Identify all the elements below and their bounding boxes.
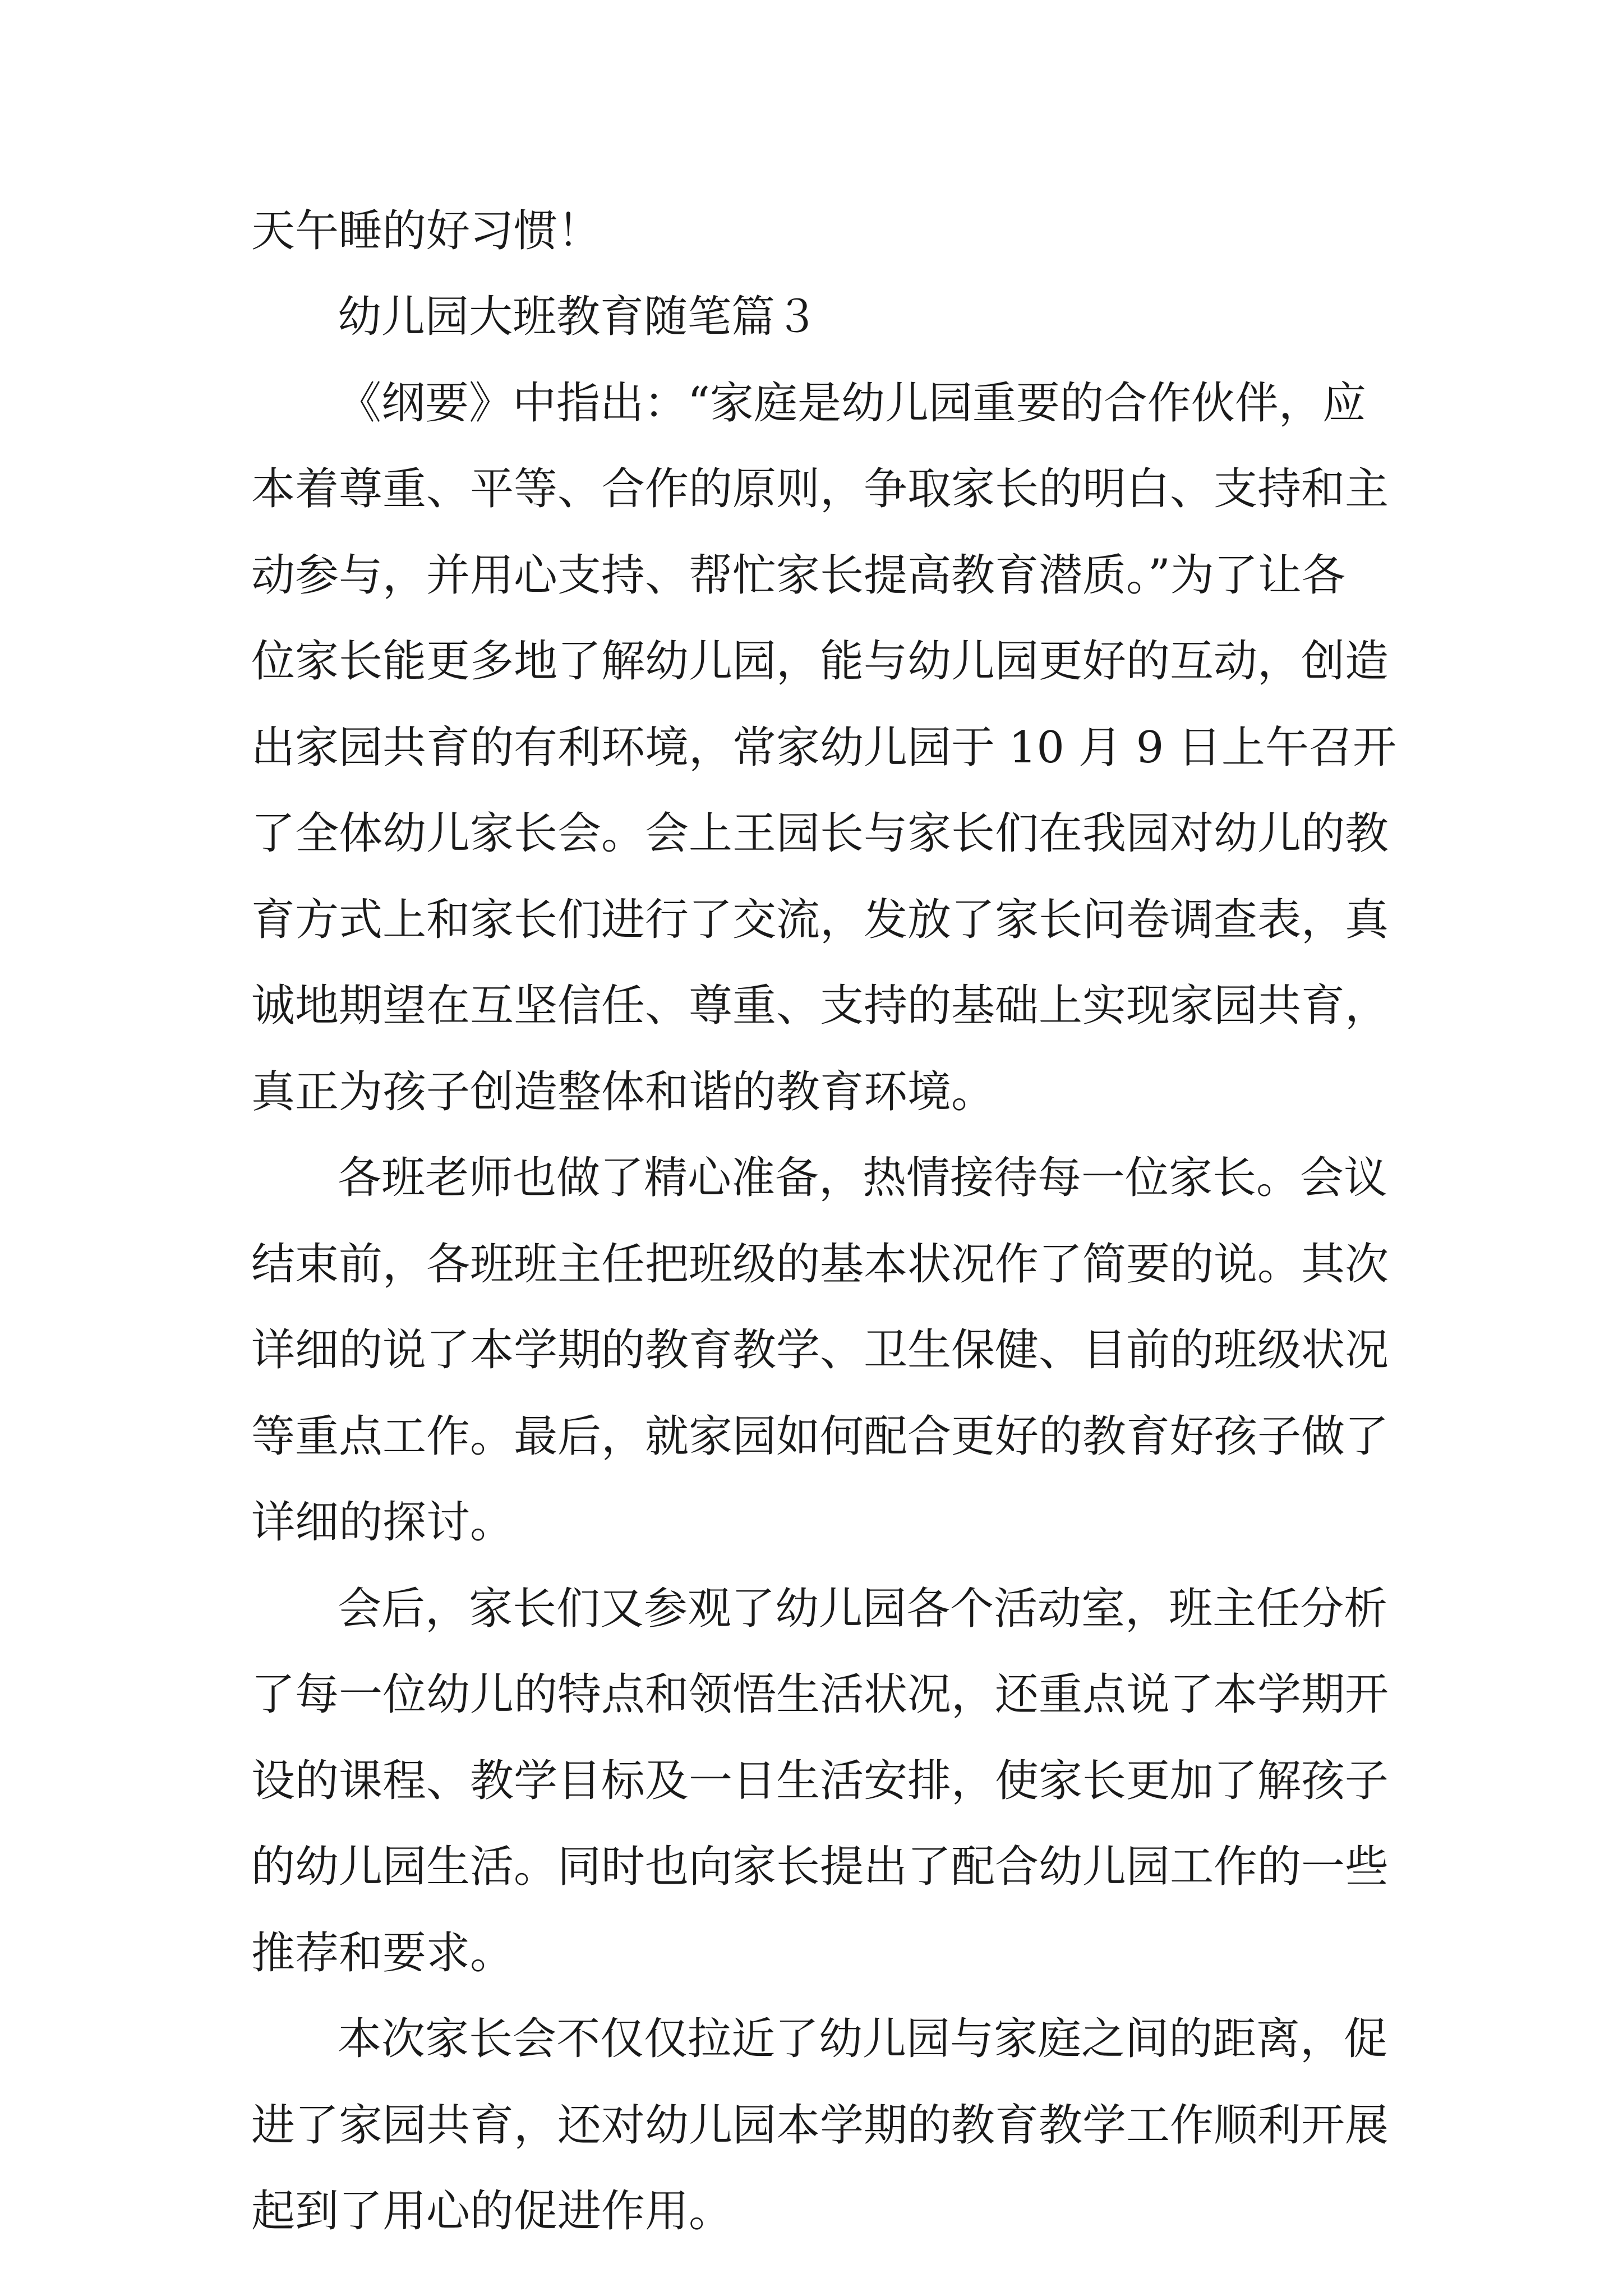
text-line: 诚地期望在互坚信任、尊重、支持的基础上实现家园共育， [251,981,1389,1031]
text-line: 了全体幼儿家长会。会上王园长与家长们在我园对幼儿的教 [251,808,1389,859]
text-line: 会后，家长们又参观了幼儿园各个活动室，班主任分析 [338,1584,1388,1634]
text-line: 结束前，各班班主任把班级的基本状况作了简要的说。其次 [251,1239,1389,1290]
text-line: 各班老师也做了精心准备，热情接待每一位家长。会议 [338,1153,1388,1203]
text-line: 等重点工作。最后，就家园如何配合更好的教育好孩子做了 [251,1411,1389,1462]
text-line: 本着尊重、平等、合作的原则，争取家长的明白、支持和主 [251,464,1389,514]
text-line: 了每一位幼儿的特点和领悟生活状况，还重点说了本学期开 [251,1669,1389,1720]
text-line: 位家长能更多地了解幼儿园，能与幼儿园更好的互动，创造 [251,636,1389,687]
text-line: 动参与，并用心支持、帮忙家长提高教育潜质。”为了让各 [251,550,1345,601]
text-line: 《纲要》中指出：“家庭是幼儿园重要的合作伙伴，应 [338,378,1366,429]
text-line: 的幼儿园生活。同时也向家长提出了配合幼儿园工作的一些 [251,1842,1389,1892]
text-line: 推荐和要求。 [251,1928,514,1978]
text-line: 育方式上和家长们进行了交流，发放了家长问卷调查表，真 [251,895,1389,945]
text-line: 进了家园共育，还对幼儿园本学期的教育教学工作顺利开展 [251,2100,1389,2151]
text-line: 出家园共育的有利环境，常家幼儿园于 10 月 9 日上午召开 [251,723,1397,773]
text-line: 详细的说了本学期的教育教学、卫生保健、目前的班级状况 [251,1325,1389,1375]
text-line: 设的课程、教学目标及一日生活安排，使家长更加了解孩子 [251,1756,1389,1806]
text-line: 详细的探讨。 [251,1497,514,1548]
text-line: 本次家长会不仅仅拉近了幼儿园与家庭之间的距离，促 [338,2014,1388,2064]
text-line: 真正为孩子创造整体和谐的教育环境。 [251,1067,995,1117]
text-line: 起到了用心的促进作用。 [251,2186,733,2237]
text-line: 天午睡的好习惯！ [251,206,602,256]
section-heading: 幼儿园大班教育随笔篇３ [338,292,819,342]
